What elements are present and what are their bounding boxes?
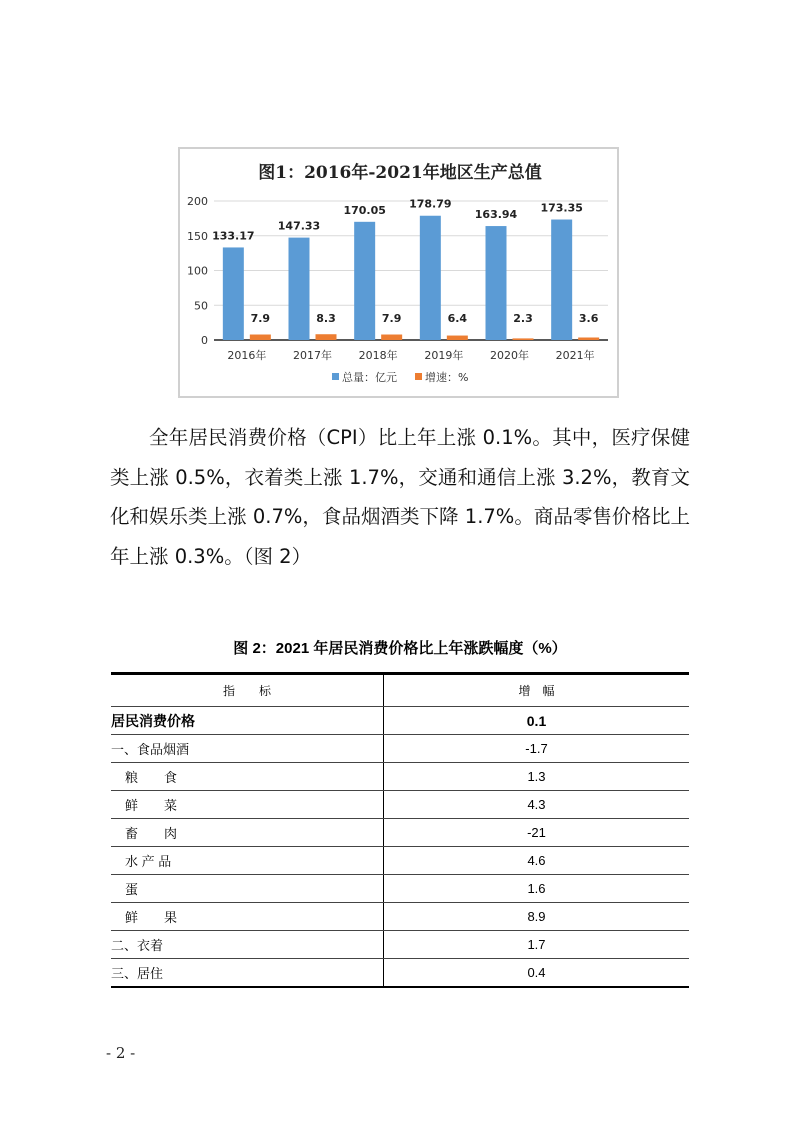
chart-title: 图1：2016年-2021年地区生产总值 <box>258 163 542 183</box>
data-label: 147.33 <box>277 219 321 233</box>
y-tick-label: 100 <box>187 264 208 278</box>
y-tick-label: 150 <box>187 229 208 243</box>
bar-growth <box>513 338 534 340</box>
row-value: -21 <box>384 819 690 847</box>
gdp-chart-svg <box>180 149 621 400</box>
row-label: 居民消费价格 <box>111 707 384 735</box>
row-label: 水 产 品 <box>111 847 384 875</box>
row-value: 1.7 <box>384 931 690 959</box>
table-row <box>111 763 689 791</box>
row-label: 三、居住 <box>111 959 384 988</box>
bar-growth <box>578 337 599 340</box>
x-tick-label: 2018年 <box>358 349 398 362</box>
data-label: 163.94 <box>474 208 518 222</box>
bar-growth <box>250 335 271 340</box>
row-value: 4.3 <box>384 791 690 819</box>
table-row <box>111 959 689 988</box>
row-value: -1.7 <box>384 735 690 763</box>
row-value: 1.6 <box>384 875 690 903</box>
data-label: 3.6 <box>578 312 599 325</box>
cpi-paragraph-text: 全年居民消费价格（CPI）比上年上涨 0.1%。其中，医疗保健类上涨 0.5%，衣着类上涨 1.7%，交通和通信上涨 3.2%，教育文化和娱乐类上涨 0.7%，食品烟酒类下降 1.7%。商品零售价格比上年上涨 0.3%。（图 2） <box>110 426 690 568</box>
cpi-paragraph <box>110 418 690 576</box>
x-tick-label: 2016年 <box>227 349 267 362</box>
bar-growth <box>381 335 402 340</box>
data-label: 2.3 <box>513 312 533 325</box>
gdp-chart <box>178 147 619 398</box>
row-label: 粮 食 <box>111 763 384 791</box>
bar-total <box>354 222 375 340</box>
bar-total <box>289 238 310 340</box>
bar-growth <box>316 334 337 340</box>
data-label: 8.3 <box>316 312 336 325</box>
data-label: 7.9 <box>381 312 402 325</box>
row-label: 二、衣着 <box>111 931 384 959</box>
table-row <box>111 791 689 819</box>
row-label: 鲜 菜 <box>111 791 384 819</box>
table-title: 图 2：2021 年居民消费价格比上年涨跌幅度（%） <box>233 640 567 657</box>
chart-legend <box>332 370 468 384</box>
table-row <box>111 903 689 931</box>
row-value: 1.3 <box>384 763 690 791</box>
row-label: 鲜 果 <box>111 903 384 931</box>
table-header-row <box>111 674 689 707</box>
legend-label: 总量：亿元 <box>342 371 397 384</box>
table-row <box>111 819 689 847</box>
row-value: 0.4 <box>384 959 690 988</box>
row-value: 4.6 <box>384 847 690 875</box>
row-label: 一、食品烟酒 <box>111 735 384 763</box>
row-value: 8.9 <box>384 903 690 931</box>
y-tick-label: 50 <box>194 299 208 313</box>
cpi-table <box>111 672 689 988</box>
bar-total <box>420 216 441 340</box>
y-tick-label: 200 <box>187 195 208 208</box>
table-row <box>111 707 689 735</box>
data-label: 133.17 <box>212 229 255 243</box>
table-row <box>111 875 689 903</box>
page-number: - 2 - <box>106 1044 136 1062</box>
data-label: 173.35 <box>540 201 583 215</box>
x-tick-label: 2019年 <box>424 349 464 362</box>
bar-total <box>486 226 507 340</box>
table-row <box>111 931 689 959</box>
header-change: 增 幅 <box>384 674 690 707</box>
legend-swatch <box>415 373 422 380</box>
data-label: 6.4 <box>447 312 468 325</box>
x-tick-label: 2017年 <box>293 349 332 362</box>
legend-label: 增速：% <box>425 371 469 384</box>
y-tick-label: 0 <box>201 334 208 347</box>
legend-swatch <box>332 373 339 380</box>
data-label: 7.9 <box>250 312 271 325</box>
row-value: 0.1 <box>384 707 690 735</box>
row-label: 畜 肉 <box>111 819 384 847</box>
table-row <box>111 847 689 875</box>
x-tick-label: 2020年 <box>490 349 529 362</box>
data-label: 178.79 <box>409 197 452 211</box>
header-indicator: 指 标 <box>111 674 384 707</box>
data-label: 170.05 <box>343 203 386 217</box>
bar-total <box>551 220 572 340</box>
bar-growth <box>447 336 468 340</box>
row-label: 蛋 <box>111 875 384 903</box>
table-row <box>111 735 689 763</box>
x-tick-label: 2021年 <box>555 349 595 362</box>
bar-total <box>223 247 244 340</box>
